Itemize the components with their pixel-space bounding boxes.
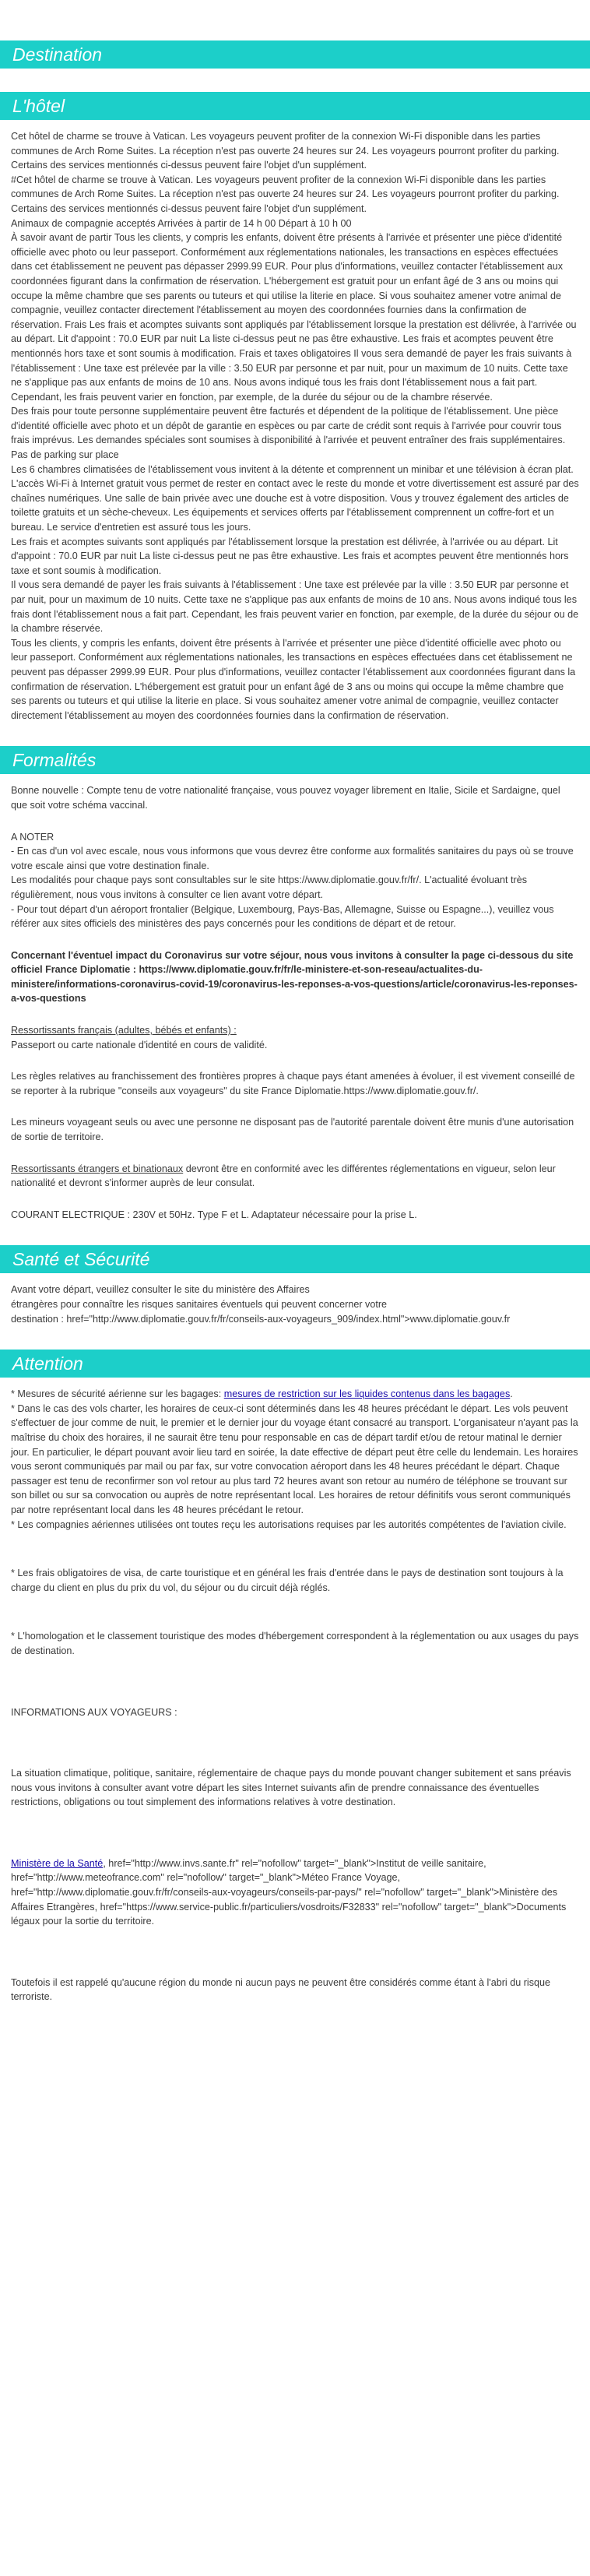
liquid-prefix: * Mesures de sécurité aérienne sur les bagages: [11,1388,224,1400]
section-title: Santé et Sécurité [12,1249,150,1270]
travelers-info-title: INFORMATIONS AUX VOYAGEURS : [11,1706,177,1718]
spacer [11,1006,579,1023]
residents-title: Ressortissants français (adultes, bébés et enfants) : [11,1025,237,1036]
attention-content [0,1387,590,2004]
note-line: - Pour tout départ d'un aéroport frontalier (Belgique, Luxembourg, Pays-Bas, Allemagne, Suisse ou Espagne...), veuillez vous référer aux sites officiels des ministères des pays concernés pour les conditions de départ et de retour. [11,903,554,930]
hotel-paragraph: Tous les clients, y compris les enfants, doivent être présents à l'arrivée et présenter une pièce d'identité officielle avec photo ou leur passeport. Conformément aux réglementations nationales, les transactions en espèces effectuées dans cet établissement ne peuvent pas dépasser 2999.99 EUR. Pour plus d'informations, veuillez contacter l'établissement aux coordonnées figurant dans la confirmation de réservation. L'hébergement est gratuit pour un enfant âgé de 3 ans ou moins qui occupe la même chambre que ses parents ou tuteurs et qui utilise la literie en place. Si vous souhaitez amener votre animal de compagnie, veuillez contacter directement l'établissement au moyen des coordonnées fournies dans la confirmation de réservation. [11,637,576,721]
sante-line: étrangères pour connaître les risques sanitaires éventuels qui peuvent concerner votre [11,1299,388,1310]
residents-text: Passeport ou carte nationale d'identité en cours de validité. [11,1039,268,1050]
attention-paragraph: Toutefois il est rappelé qu'aucune région du monde ni aucun pays ne peuvent être considérés comme étant à l'abri du risque terroriste. [11,1976,550,2003]
spacer [11,1659,579,1705]
section-header-sante [0,1245,590,1273]
spacer [11,1810,579,1856]
hotel-content [0,129,590,723]
hotel-paragraph: Les frais et acomptes suivants sont appliqués par l'établissement lorsque la prestation est délivrée, à l'arrivée ou au départ. Lit d'appoint : 70.0 EUR par nuit La liste ci-dessus peut ne pas être exhaustive. Les frais et acomptes peuvent être mentionnés hors taxe et sont soumis à modification. [11,536,569,576]
spacer [11,931,579,948]
spacer [11,1719,579,1766]
spacer [11,1191,579,1208]
spacer [11,1052,579,1069]
hotel-paragraph: Les 6 chambres climatisées de l'établissement vous invitent à la détente et comprennent un minibar et une télévision à écran plat. L'accès Wi-Fi à Internet gratuit vous permet de rester en contact avec le reste du monde et votre divertissement est assuré par des chaînes numériques. Une salle de bain privée avec une douche est à votre disposition. Vous y trouvez également des articles de toilette gratuits et un sèche-cheveux. Les équipements et services offerts par l'établissement comprennent un coffre-fort et un bureau. Le service d'entretien est assuré tous les jours. [11,463,579,533]
covid-notice: Concernant l'éventuel impact du Coronavirus sur votre séjour, nous vous invitons à consulter la page ci-dessous du site officiel France Diplomatie : https://www.diplomatie.gouv.fr/fr/le-ministere-et-son-reseau/actualites-du-ministere/informations-coronavirus-covid-19/coronavirus-les-reponses-a-vos-questions/article/coronavirus-les-reponses-a-vos-questions [11,949,578,1005]
attention-paragraph: * Les frais obligatoires de visa, de carte touristique et en général les frais d'entrée dans le pays de destination sont toujours à la charge du client en plus du prix du vol, du séjour ou du circuit déjà réglés. [11,1568,564,1593]
attention-paragraph: * L'homologation et le classement touristique des modes d'hébergement correspondent à la réglementation ou aux usages du pays de destination. [11,1631,579,1656]
formalites-content [0,783,590,1222]
section-title: Formalités [12,750,97,771]
foreign-title: Ressortissants étrangers et binationaux [11,1163,184,1174]
liquid-suffix: . [510,1388,513,1400]
attention-links [11,1856,579,1929]
foreign-text: devront être en conformité avec les différentes réglementations en vigueur, selon leur nationalité et devront s'informer auprès de leur consulat. [11,1163,556,1189]
attention-paragraph: La situation climatique, politique, sanitaire, réglementaire de chaque pays du monde pouvant changer subitement et sans préavis [11,1768,571,1779]
ministere-sante-link[interactable]: Ministère de la Santé [11,1857,104,1869]
sante-line: Avant votre départ, veuillez consulter le site du ministère des Affaires [11,1284,310,1296]
hotel-paragraph: #Cet hôtel de charme se trouve à Vatican. Les voyageurs peuvent profiter de la connexion Wi-Fi disponible dans les parties communes de Arch Rome Suites. La réception n'est pas ouverte 24 heures sur 24. Les voyageurs pourront profiter du parking. Certains des services mentionnés ci-dessus peuvent faire l'objet d'un supplément. [11,174,560,214]
section-title: Attention [12,1353,83,1374]
spacer [0,1222,590,1245]
attention-paragraph: * Les compagnies aériennes utilisées ont toutes reçu les autorisations requises par les autorités compétentes de l'aviation civile. [11,1519,567,1530]
attention-paragraph: * Dans le cas des vols charter, les horaires de ceux-ci sont déterminés dans les 48 heures précédant le départ. Les vols peuvent s'effectuer de jour comme de nuit, le premier et le dernier jour du voyage étant consacré au transport. L'organisateur n'ayant pas la maîtrise du choix des horaires, il ne saurait être tenu pour responsable en cas de départ tardif et/ou de retour matinal le dernier jour. En particulier, le départ pouvant avoir lieu tard en soirée, la date effective de départ peut être celle du lendemain. Les horaires vous seront communiqués par mail ou par fax, sur votre convocation aéroport dans les 48 heures précédant le départ. Chaque passager est tenu de reconfirmer son vol retour au plus tard 72 heures avant son retour au numéro de téléphone se trouvant sur son billet ou sur sa convocation ou auprès de notre représentant local. Les horaires de retour définitifs vous seront communiqués par notre représentant local dans les 48 heures précédant le retour. [11,1402,578,1515]
section-header-destination [0,40,590,69]
note-line: - En cas d'un vol avec escale, nous vous informons que vous devrez être conforme aux formalités sanitaires du pays où se trouve votre escale ainsi que votre destination finale. [11,846,574,871]
hotel-paragraph: À savoir avant de partir Tous les clients, y compris les enfants, doivent être présents à l'arrivée et présenter une pièce d'identité officielle avec photo ou leur passeport. Conformément aux réglementations nationales, les transactions en espèces effectuées dans cet établissement ne peuvent pas dépasser 2999.99 EUR. Pour plus d'informations, veuillez contacter l'établissement aux coordonnées figurant dans la confirmation de réservation. L'hébergement est gratuit pour un enfant âgé de 3 ans ou moins qui occupe la même chambre que ses parents ou tuteurs et qui utilise la literie en place. Si vous souhaitez amener votre animal de compagnie, veuillez contacter directement l'établissement au moyen des coordonnées fournies dans la confirmation de réservation. Frais Les frais et acomptes suivants sont appliqués par l'établissement lorsque la prestation est délivrée, à l'arrivée ou au départ. Lit d'appoint : 70.0 EUR par nuit La liste ci-dessus peut ne pas être exhaustive. Les frais et acomptes peuvent être mentionnés hors taxe et sont soumis à modification. Frais et taxes obligatoires Il vous sera demandé de payer les frais suivants à l'établissement : Une taxe est prélevée par la ville : 3.50 EUR par personne et par nuit, pour un maximum de 10 nuits. Cette taxe ne s'applique pas aux enfants de moins de 10 ans. Nous avons indiqué tous les frais dont l'établissement nous a fait part. Cependant, les frais peuvent varier en fonction, par exemple, de la durée du séjour ou de la chambre réservée. [11,232,577,403]
formalites-intro: Bonne nouvelle : Compte tenu de votre nationalité française, vous pouvez voyager librement en Italie, Sicile et Sardaigne, quel que soit votre schéma vaccinal. [11,785,560,811]
hotel-paragraph: Animaux de compagnie acceptés Arrivées à partir de 14 h 00 Départ à 10 h 00 [11,217,352,229]
spacer [0,723,590,746]
sante-content [0,1283,590,1326]
liquids-restriction-link[interactable]: mesures de restriction sur les liquides contenus dans les bagages [223,1388,511,1400]
section-header-hotel [0,92,590,120]
section-header-attention [0,1350,590,1378]
section-title: L'hôtel [12,96,65,116]
spacer [11,1098,579,1115]
spacer [0,78,590,92]
spacer [11,1145,579,1162]
section-header-formalites [0,746,590,774]
attention-paragraph [11,1387,579,1402]
note-title: A NOTER [11,831,54,843]
electric-info: COURANT ELECTRIQUE : 230V et 50Hz. Type F et L. Adaptateur nécessaire pour la prise L. [11,1209,417,1220]
attention-paragraph: nous vous invitons à consulter avant votre départ les sites Internet suivants afin de prendre connaissance des éventuelles restrictions, obligations ou tout simplement des informations relatives à votre destination. [11,1782,539,1808]
spacer [11,813,579,830]
hotel-paragraph: Des frais pour toute personne supplémentaire peuvent être facturés et dépendent de la politique de l'établissement. Une pièce d'identité officielle avec photo et un dépôt de garantie en espèces ou par carte de crédit sont requis à l'arrivée pour couvrir tous frais imprévus. Les demandes spéciales sont soumises à disponibilité à l'arrivée et peuvent entraîner des frais supplémentaires. Pas de parking sur place [11,406,566,461]
spacer [11,1929,579,1976]
sante-line: destination : href="http://www.diplomatie.gouv.fr/fr/conseils-aux-voyageurs_909/index.html">www.diplomatie.gouv.fr [11,1313,511,1325]
spacer [0,1326,590,1350]
minors-text: Les mineurs voyageant seuls ou avec une personne ne disposant pas de l'autorité parentale doivent être munis d'une autorisation de sortie de territoire. [11,1117,574,1143]
rules-text: Les règles relatives au franchissement des frontières propres à chaque pays étant amenées à évoluer, il est vivement conseillé de se reporter à la rubrique "conseils aux voyageurs" du site France Diplomatie.https://www.diplomatie.gouv.fr/. [11,1071,575,1096]
spacer [11,1595,579,1629]
hotel-paragraph: Il vous sera demandé de payer les frais suivants à l'établissement : Une taxe est prélevée par la ville : 3.50 EUR par personne et par nuit, pour un maximum de 10 nuits. Cette taxe ne s'applique pas aux enfants de moins de 10 ans. Nous avons indiqué tous les frais dont l'établissement nous a fait part. Cependant, les frais peuvent varier en fonction, par exemple, de la durée du séjour ou de la chambre réservée. [11,579,579,635]
hotel-paragraph: Cet hôtel de charme se trouve à Vatican. Les voyageurs peuvent profiter de la connexion Wi-Fi disponible dans les parties communes de Arch Rome Suites. La réception n'est pas ouverte 24 heures sur 24. Les voyageurs pourront profiter du parking. Certains des services mentionnés ci-dessus peuvent faire l'objet d'un supplément. [11,131,560,171]
spacer [11,1532,579,1566]
links-text: , href="http://www.invs.sante.fr" rel="nofollow" target="_blank">Institut de veille sanitaire, href="http://www.meteofrance.com" rel="nofollow" target="_blank">Méteo France Voyage, href="http://www.diplomatie.gouv.fr/fr/conseils-aux-voyageurs/conseils-par-pays/" rel="nofollow" target="_blank">Ministère des Affaires Etrangères, href="https://www.service-public.fr/particuliers/vosdroits/F32833" rel="nofollow" target="_blank">Documents légaux pour la sortie du territoire. [11,1857,567,1927]
section-title: Destination [12,44,103,65]
note-line: Les modalités pour chaque pays sont consultables sur le site https://www.diplomatie.gouv.fr/fr/. L'actualité évoluant très régulièrement, nous vous invitons à consulter ce lien avant votre départ. [11,875,527,900]
foreign-paragraph [11,1162,579,1191]
